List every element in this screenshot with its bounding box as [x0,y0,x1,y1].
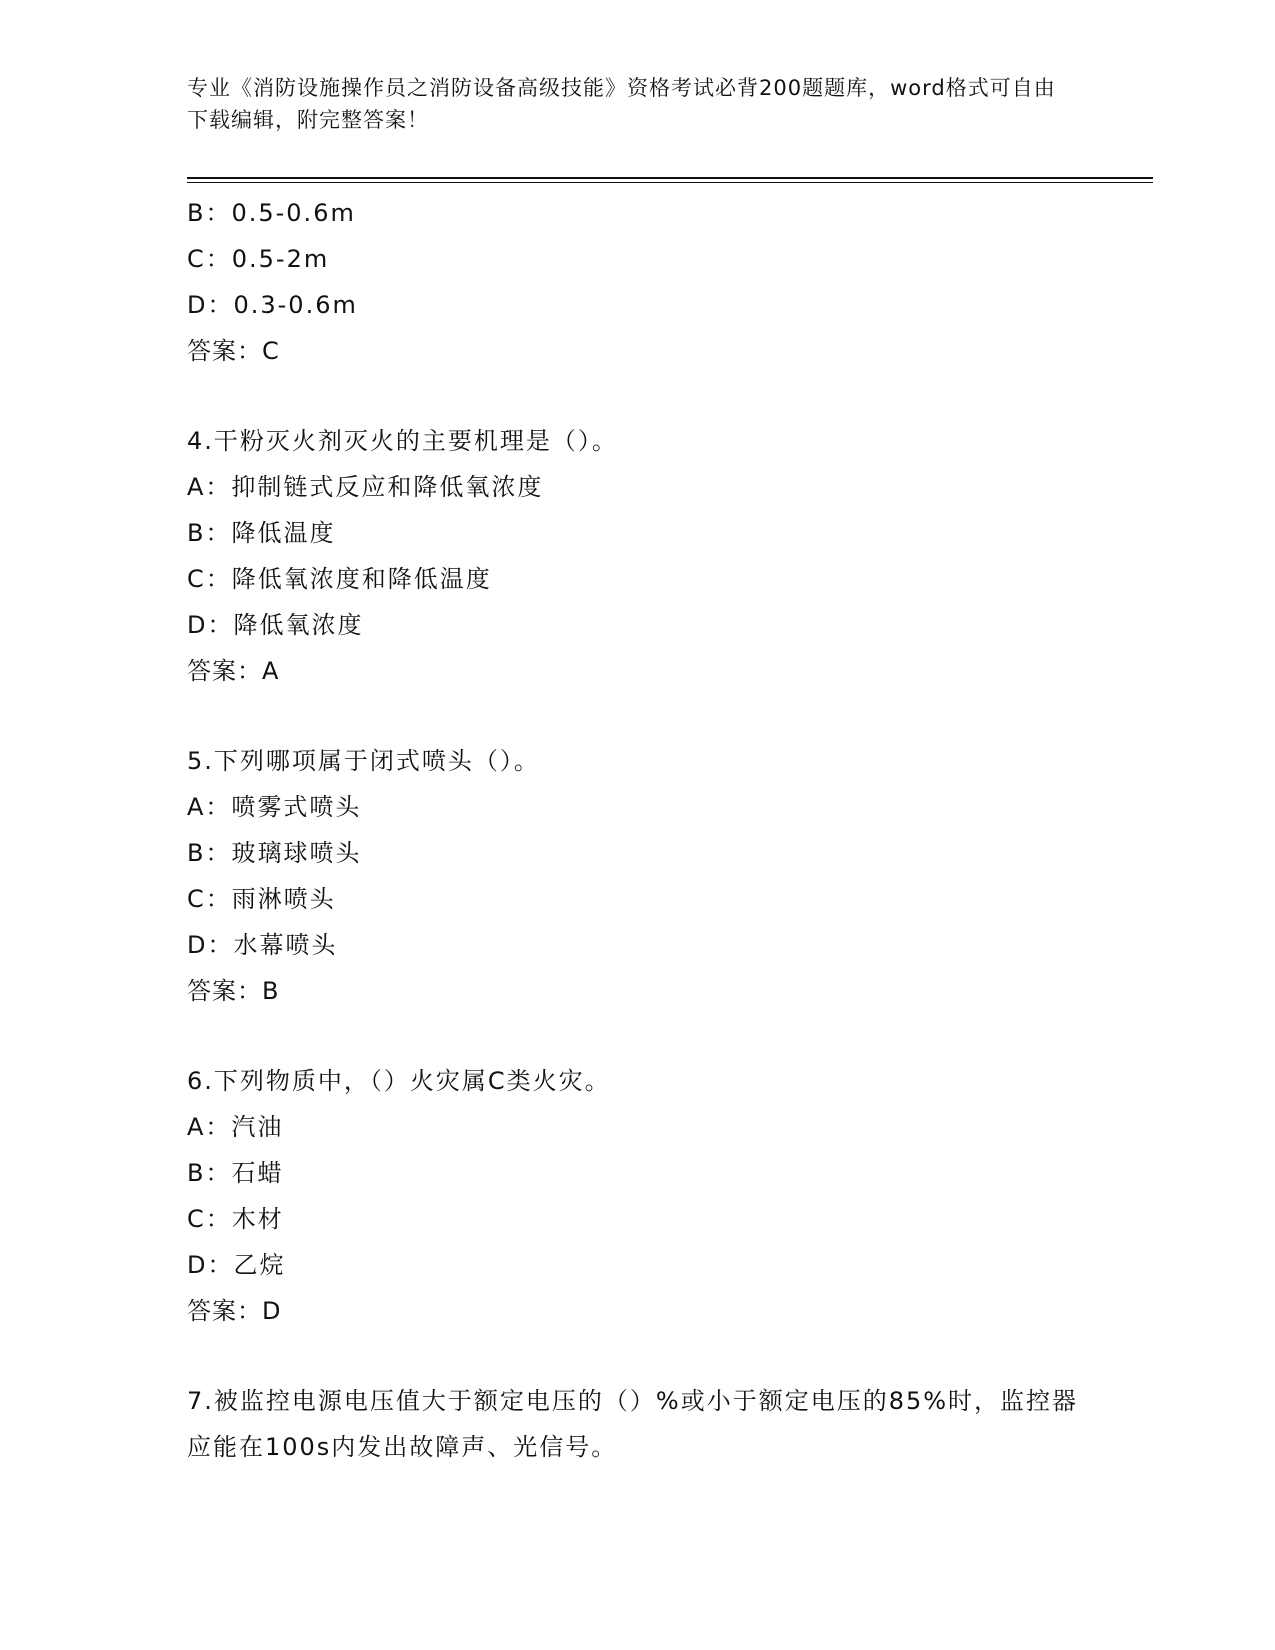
header-divider-thick [187,177,1153,179]
option-c: C：雨淋喷头 [187,885,336,913]
spacer [187,1014,1087,1058]
option-b: B：0.5-0.6m [187,199,356,227]
answer-line: 答案：A [187,657,280,685]
spacer [187,1334,1087,1378]
option-d: D：0.3-0.6m [187,291,358,319]
option-b: B：降低温度 [187,519,336,547]
question-stem: 7.被监控电源电压值大于额定电压的（）%或小于额定电压的85%时，监控器应能在100s内发出故障声、光信号。 [187,1387,1079,1461]
option-a: A：喷雾式喷头 [187,793,362,821]
document-header: 专业《消防设施操作员之消防设备高级技能》资格考试必背200题题库，word格式可自由下载编辑，附完整答案！ [187,76,1056,132]
question-stem: 6.下列物质中，（）火灾属C类火灾。 [187,1067,611,1095]
question-stem: 4.干粉灭火剂灭火的主要机理是（）。 [187,427,618,455]
spacer [187,694,1087,738]
question-4 [187,418,1087,694]
answer-line: 答案：C [187,337,280,365]
option-b: B：石蜡 [187,1159,284,1187]
option-a: A：汽油 [187,1113,284,1141]
answer-line: 答案：D [187,1297,282,1325]
option-d: D：降低氧浓度 [187,611,364,639]
header-divider-thin [187,182,1153,183]
question-5 [187,738,1087,1014]
option-d: D：水幕喷头 [187,931,338,959]
option-c: C：降低氧浓度和降低温度 [187,565,492,593]
question-6 [187,1058,1087,1334]
option-a: A：抑制链式反应和降低氧浓度 [187,473,544,501]
option-c: C：木材 [187,1205,284,1233]
question-list [187,190,1087,1470]
partial-question [187,190,1087,374]
option-d: D：乙烷 [187,1251,286,1279]
question-stem: 5.下列哪项属于闭式喷头（）。 [187,747,540,775]
option-b: B：玻璃球喷头 [187,839,362,867]
question-7 [187,1378,1087,1470]
spacer [187,374,1087,418]
option-c: C：0.5-2m [187,245,330,273]
answer-line: 答案：B [187,977,280,1005]
